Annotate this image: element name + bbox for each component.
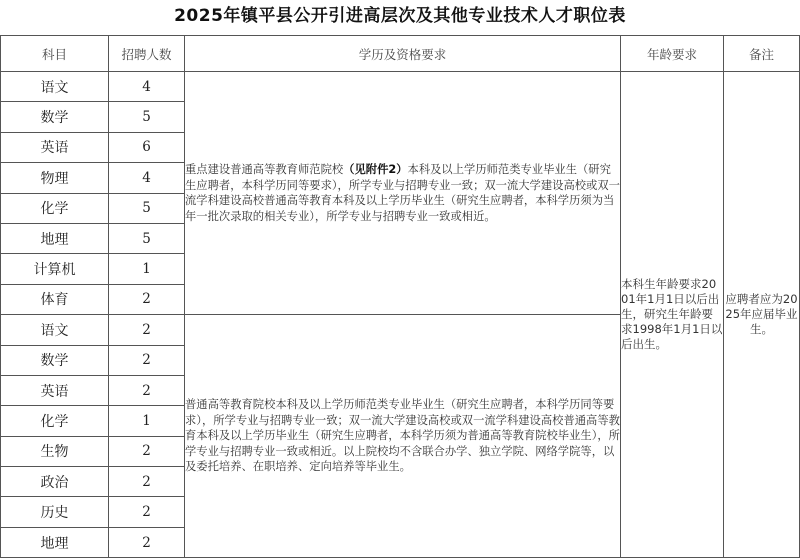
subject-cell: 物理 bbox=[1, 163, 109, 193]
count-cell: 5 bbox=[109, 193, 185, 223]
subject-cell: 历史 bbox=[1, 497, 109, 527]
table-row bbox=[1, 72, 800, 102]
subject-cell: 语文 bbox=[1, 315, 109, 345]
header-requirements: 学历及资格要求 bbox=[185, 36, 621, 72]
header-subject: 科目 bbox=[1, 36, 109, 72]
header-count: 招聘人数 bbox=[109, 36, 185, 72]
subject-cell: 英语 bbox=[1, 375, 109, 405]
age-requirement-cell: 本科生年龄要求2001年1月1日以后出生，研究生年龄要求1998年1月1日以后出生。 bbox=[621, 72, 724, 558]
count-cell: 2 bbox=[109, 497, 185, 527]
subject-cell: 语文 bbox=[1, 72, 109, 102]
count-cell: 1 bbox=[109, 254, 185, 284]
appendix-reference: （见附件2） bbox=[343, 163, 408, 177]
count-cell: 2 bbox=[109, 315, 185, 345]
subject-cell: 数学 bbox=[1, 102, 109, 132]
subject-cell: 政治 bbox=[1, 467, 109, 497]
count-cell: 4 bbox=[109, 72, 185, 102]
count-cell: 5 bbox=[109, 223, 185, 253]
count-cell: 2 bbox=[109, 284, 185, 314]
subject-cell: 化学 bbox=[1, 406, 109, 436]
count-cell: 6 bbox=[109, 132, 185, 162]
document-title: 2025年镇平县公开引进高层次及其他专业技术人才职位表 bbox=[174, 6, 626, 26]
requirement-cell-group1 bbox=[185, 72, 621, 315]
count-cell: 4 bbox=[109, 163, 185, 193]
subject-cell: 生物 bbox=[1, 436, 109, 466]
subject-cell: 计算机 bbox=[1, 254, 109, 284]
subject-cell: 地理 bbox=[1, 527, 109, 557]
count-cell: 1 bbox=[109, 406, 185, 436]
subject-cell: 英语 bbox=[1, 132, 109, 162]
subject-cell: 地理 bbox=[1, 223, 109, 253]
count-cell: 2 bbox=[109, 345, 185, 375]
note-cell: 应聘者应为2025年应届毕业生。 bbox=[724, 72, 800, 558]
count-cell: 2 bbox=[109, 467, 185, 497]
subject-cell: 化学 bbox=[1, 193, 109, 223]
positions-table bbox=[0, 35, 800, 558]
requirement-text-a: 重点建设普通高等教育师范院校 bbox=[185, 163, 344, 177]
header-note: 备注 bbox=[724, 36, 800, 72]
count-cell: 2 bbox=[109, 375, 185, 405]
header-row bbox=[1, 36, 800, 72]
count-cell: 2 bbox=[109, 527, 185, 557]
requirement-cell-group2: 普通高等教育院校本科及以上学历师范类专业毕业生（研究生应聘者，本科学历同等要求），所学专业与招聘专业一致；双一流大学建设高校或双一流学科建设高校普通高等教育本科及以上学历毕业生（研究生应聘者，本科学历须为普通高等教育院校毕业生），所学专业与招聘专业一致或相近。以上院校均不含联合办学、独立学院、网络学院等，以及委托培养、在职培养、定向培养等毕业生。 bbox=[185, 315, 621, 558]
subject-cell: 数学 bbox=[1, 345, 109, 375]
header-age: 年龄要求 bbox=[621, 36, 724, 72]
subject-cell: 体育 bbox=[1, 284, 109, 314]
count-cell: 5 bbox=[109, 102, 185, 132]
requirement-text-b: 本科及以上学历师范类专业毕业生（研究生应聘者，本科学历同等要求），所学专业与招聘专业一致；双一流大学建设高校或双一流学科建设高校普通高等教育本科及以上学历毕业生（研究生应聘者，本科学历须为当年一批次录取的相关专业），所学专业与招聘专业一致或相近。 bbox=[185, 163, 620, 223]
count-cell: 2 bbox=[109, 436, 185, 466]
